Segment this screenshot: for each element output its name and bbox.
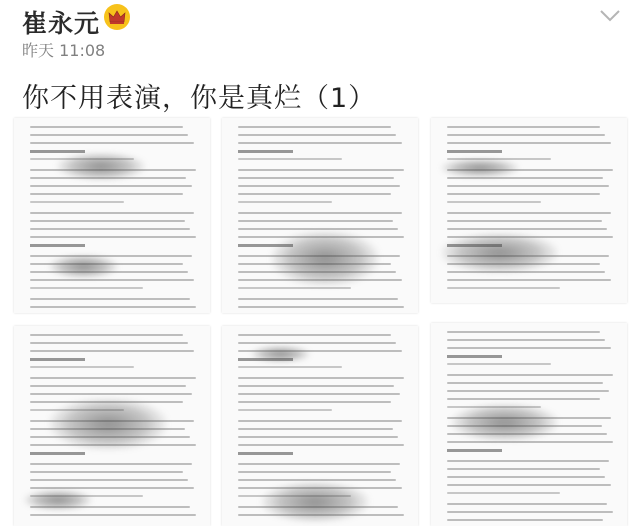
document-text-line <box>30 334 183 336</box>
document-text-line <box>30 220 185 222</box>
redaction-blur <box>271 231 379 286</box>
contract-page-image[interactable] <box>222 326 418 526</box>
document-text-line <box>447 212 612 214</box>
document-text-line <box>30 306 197 308</box>
author-name[interactable]: 崔永元 <box>22 9 101 38</box>
document-text-line <box>447 331 600 333</box>
chevron-down-icon[interactable] <box>598 8 622 24</box>
document-text-line <box>30 377 197 379</box>
document-text-line <box>447 484 612 486</box>
redaction-blur <box>49 255 118 278</box>
document-text-line <box>30 393 193 395</box>
document-text-line <box>447 382 604 384</box>
document-text-line <box>447 126 600 128</box>
document-text-line <box>30 142 195 144</box>
document-text-line <box>238 169 405 171</box>
document-text-line <box>238 428 393 430</box>
document-text-line <box>30 463 193 465</box>
document-text-line <box>447 374 614 376</box>
document-text-line <box>30 193 183 195</box>
document-text-line <box>30 350 195 352</box>
document-text-line <box>447 339 606 341</box>
document-text-line <box>238 142 403 144</box>
document-heading-line <box>30 244 85 247</box>
document-text-line <box>30 201 124 203</box>
document-text-line <box>30 279 195 281</box>
document-text-line <box>238 306 405 308</box>
contract-page-image[interactable] <box>431 118 627 303</box>
document-text-line <box>447 134 606 136</box>
document-text-line <box>447 492 561 494</box>
document-text-line <box>238 436 399 438</box>
document-text-line <box>30 479 189 481</box>
document-text-line <box>447 468 600 470</box>
document-text-line <box>238 393 401 395</box>
document-text-line <box>447 347 612 349</box>
document-text-line <box>30 126 183 128</box>
document-text-line <box>447 441 614 443</box>
document-text-line <box>238 444 405 446</box>
document-text-line <box>447 476 606 478</box>
document-heading-line <box>238 150 293 153</box>
crown-icon <box>104 4 130 30</box>
redaction-blur <box>261 482 369 522</box>
document-heading-line <box>447 150 502 153</box>
document-text-line <box>30 185 193 187</box>
document-text-line <box>238 409 332 411</box>
document-text-line <box>30 514 197 516</box>
document-text-line <box>30 287 144 289</box>
document-text-line <box>238 463 401 465</box>
document-text-line <box>447 228 608 230</box>
document-text-line <box>30 471 183 473</box>
document-text-line <box>238 479 397 481</box>
document-text-line <box>30 342 189 344</box>
redaction-blur <box>451 404 559 441</box>
document-text-line <box>238 287 352 289</box>
document-text-line <box>447 511 614 513</box>
document-text-line <box>447 287 561 289</box>
document-text-line <box>238 377 405 379</box>
document-text-line <box>447 363 551 365</box>
document-text-line <box>30 134 189 136</box>
post-header <box>0 0 640 70</box>
document-text-line <box>238 420 403 422</box>
document-text-line <box>238 471 391 473</box>
document-text-line <box>238 158 342 160</box>
redaction-blur <box>57 153 145 180</box>
document-text-line <box>30 236 197 238</box>
redaction-blur <box>24 490 93 510</box>
post-timestamp: 昨天 11:08 <box>22 41 106 60</box>
document-heading-line <box>447 449 502 452</box>
document-text-line <box>238 134 397 136</box>
document-text-line <box>238 185 401 187</box>
document-text-line <box>238 401 391 403</box>
document-text-line <box>447 185 610 187</box>
document-text-line <box>238 366 342 368</box>
document-text-line <box>30 212 195 214</box>
redaction-blur <box>251 346 310 362</box>
document-text-line <box>447 398 600 400</box>
document-text-line <box>30 298 191 300</box>
document-text-line <box>238 385 395 387</box>
post-text: 你不用表演，你是真烂（1） <box>22 83 377 114</box>
document-text-line <box>447 177 604 179</box>
redaction-blur <box>441 159 519 178</box>
document-text-line <box>447 390 610 392</box>
document-text-line <box>238 212 403 214</box>
document-text-line <box>30 487 195 489</box>
document-text-line <box>238 228 399 230</box>
document-text-line <box>238 342 397 344</box>
redaction-blur <box>441 233 559 274</box>
document-text-line <box>30 385 187 387</box>
contract-page-image[interactable] <box>222 118 418 313</box>
document-text-line <box>238 298 399 300</box>
contract-page-image[interactable] <box>14 326 210 526</box>
redaction-blur <box>49 398 167 450</box>
document-heading-line <box>238 452 293 455</box>
document-text-line <box>238 334 391 336</box>
document-text-line <box>238 177 395 179</box>
document-text-line <box>447 193 600 195</box>
document-text-line <box>447 519 604 521</box>
document-text-line <box>447 220 602 222</box>
document-text-line <box>238 193 391 195</box>
image-grid <box>0 118 640 526</box>
document-text-line <box>30 366 134 368</box>
document-heading-line <box>30 358 85 361</box>
document-heading-line <box>447 355 502 358</box>
contract-page-image[interactable] <box>14 118 210 313</box>
document-heading-line <box>30 452 85 455</box>
document-text-line <box>447 279 612 281</box>
document-text-line <box>238 220 393 222</box>
document-text-line <box>447 460 610 462</box>
document-text-line <box>30 228 191 230</box>
document-text-line <box>238 126 391 128</box>
document-text-line <box>238 201 332 203</box>
document-text-line <box>447 142 612 144</box>
contract-page-image[interactable] <box>431 323 627 526</box>
document-text-line <box>447 201 541 203</box>
document-text-line <box>447 503 608 505</box>
